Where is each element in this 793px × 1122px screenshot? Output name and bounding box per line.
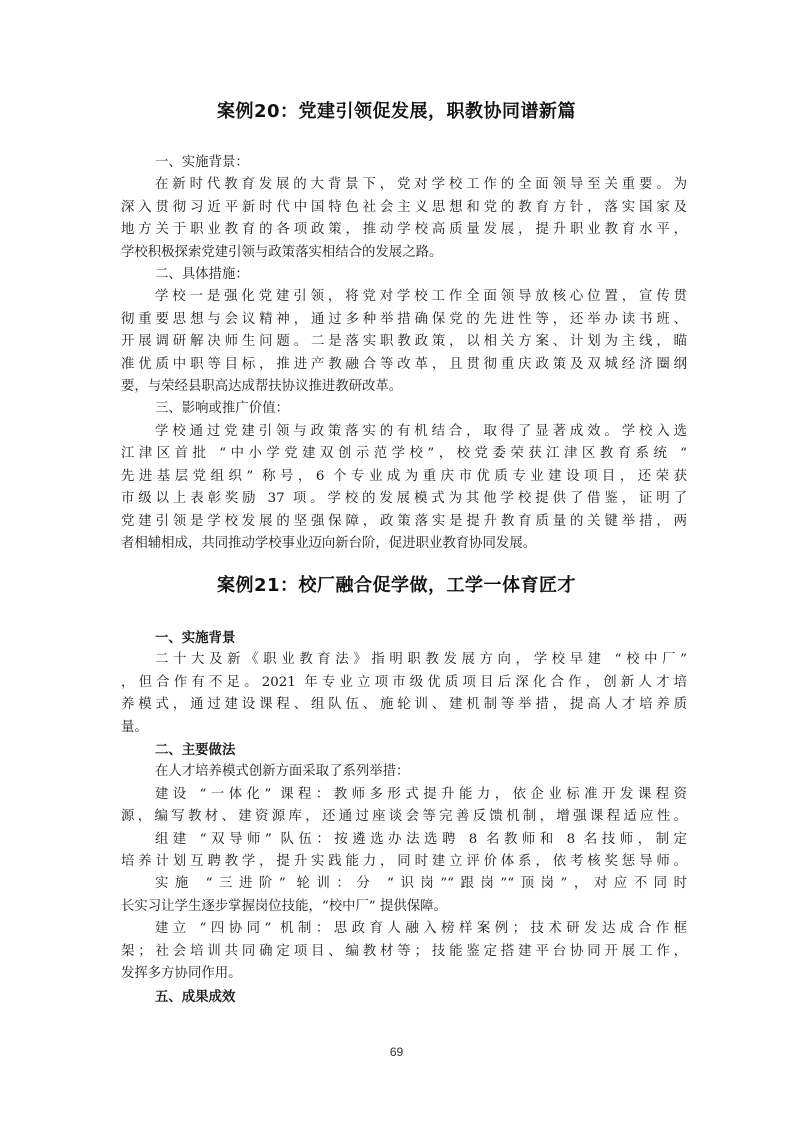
page-number: 69 [389, 1045, 404, 1059]
case21-title: 案例21：校厂融合促学做，工学一体育匠才 [216, 575, 577, 596]
case21-paragraph-line: 量。 [121, 719, 148, 735]
case21-paragraph-line: 培养计划互聘教学，提升实践能力，同时建立评价体系，依考核奖惩导师。 [121, 854, 687, 870]
case20-paragraph-line: 党建引领是学校发展的坚强保障，政策落实是提升教育质量的关键举措，两 [121, 513, 687, 529]
case20-paragraph-line: 先进基层党组织” 称号，6 个专业成为重庆市优质专业建设项目，还荣获 [121, 468, 687, 484]
case20-paragraph-line: 者相辅相成，共同推动学校事业迈向新台阶，促进职业教育协同发展。 [121, 535, 537, 551]
case20-heading-background: 一、实施背景： [155, 155, 249, 170]
case21-paragraph-line: 建立 “四协同” 机制：思政育人融入榜样案例；技术研发达成合作框 [155, 921, 687, 937]
case21-heading-background: 一、实施背景 [155, 630, 236, 646]
case20-paragraph-line: 准优质中职等目标，推进产教融合等改革，且贯彻重庆政策及双城经济圈纲 [121, 356, 687, 372]
case20-heading-measures: 二、具体措施： [155, 267, 249, 283]
case20-paragraph-line: 要，与荣经县职高达成帮扶协议推进教研改革。 [121, 379, 403, 395]
case21-paragraph-line: 发挥多方协同作用。 [121, 966, 242, 982]
case20-body [121, 152, 687, 555]
case21-body [121, 627, 687, 1008]
case20-paragraph-line: 江津区首批 “中小学党建双创示范学校”，校党委荣获江津区教育系统 “ [121, 446, 687, 462]
case20-paragraph-line: 深入贯彻习近平新时代中国特色社会主义思想和党的教育方针，落实国家及 [121, 199, 687, 215]
case20-paragraph-line: 学校通过党建引领与政策落实的有机结合，取得了显著成效。学校入选 [155, 423, 687, 439]
case20-paragraph-line: 学校积极探索党建引领与政策落实相结合的发展之路。 [121, 244, 443, 260]
case20-paragraph-line: 彻重要思想与会议精神，通过多种举措确保党的先进性等，还举办读书班、 [121, 311, 687, 327]
case20-paragraph-line: 学校一是强化党建引领，将党对学校工作全面领导放核心位置，宣传贯 [155, 289, 687, 305]
case21-paragraph-line: 架；社会培训共同确定项目、编教材等；技能鉴定搭建平台协同开展工作， [121, 943, 687, 959]
case21-paragraph-line: 在人才培养模式创新方面采取了系列举措： [155, 764, 410, 780]
case20-heading-impact: 三、影响或推广价值： [155, 401, 289, 417]
case21-paragraph-line: 二十大及新《职业教育法》指明职教发展方向，学校早建 “校中厂” [155, 652, 687, 668]
case21-paragraph-line: 养模式，通过建设课程、组队伍、施轮训、建机制等举措，提高人才培养质 [121, 697, 687, 713]
case21-paragraph-line: ，但合作有不足。2021 年专业立项市级优质项目后深化合作，创新人才培 [121, 674, 687, 690]
case21-paragraph-line: 建设 “一体化” 课程：教师多形式提升能力，依企业标准开发课程资 [155, 786, 687, 802]
case20-title: 案例20：党建引领促发展，职教协同谱新篇 [216, 101, 577, 122]
case20-paragraph-line: 开展调研解决师生问题。二是落实职教政策，以相关方案、计划为主线，瞄 [121, 334, 687, 350]
case21-paragraph-line: 长实习让学生逐步掌握岗位技能，“校中厂” 提供保障。 [121, 898, 447, 914]
case20-paragraph-line: 地方关于职业教育的各项政策，推动学校高质量发展，提升职业教育水平， [121, 222, 687, 238]
case21-paragraph-line: 组建 “双导师” 队伍：按遴选办法选聘 8 名教师和 8 名技师，制定 [155, 831, 687, 847]
case20-paragraph-line: 市级以上表彰奖励 37 项。学校的发展模式为其他学校提供了借鉴，证明了 [121, 491, 687, 507]
case21-heading-results: 五、成果成效 [155, 988, 236, 1005]
case21-heading-practices: 二、主要做法 [155, 742, 236, 759]
case21-paragraph-line: 实施 “三进阶” 轮训：分 “识岗”“跟岗”“顶岗”，对应不同时 [155, 876, 687, 892]
case21-paragraph-line: 源，编写教材、建资源库，还通过座谈会等完善反馈机制，增强课程适应性。 [121, 809, 687, 825]
case20-paragraph-line: 在新时代教育发展的大背景下，党对学校工作的全面领导至关重要。为 [155, 177, 687, 193]
